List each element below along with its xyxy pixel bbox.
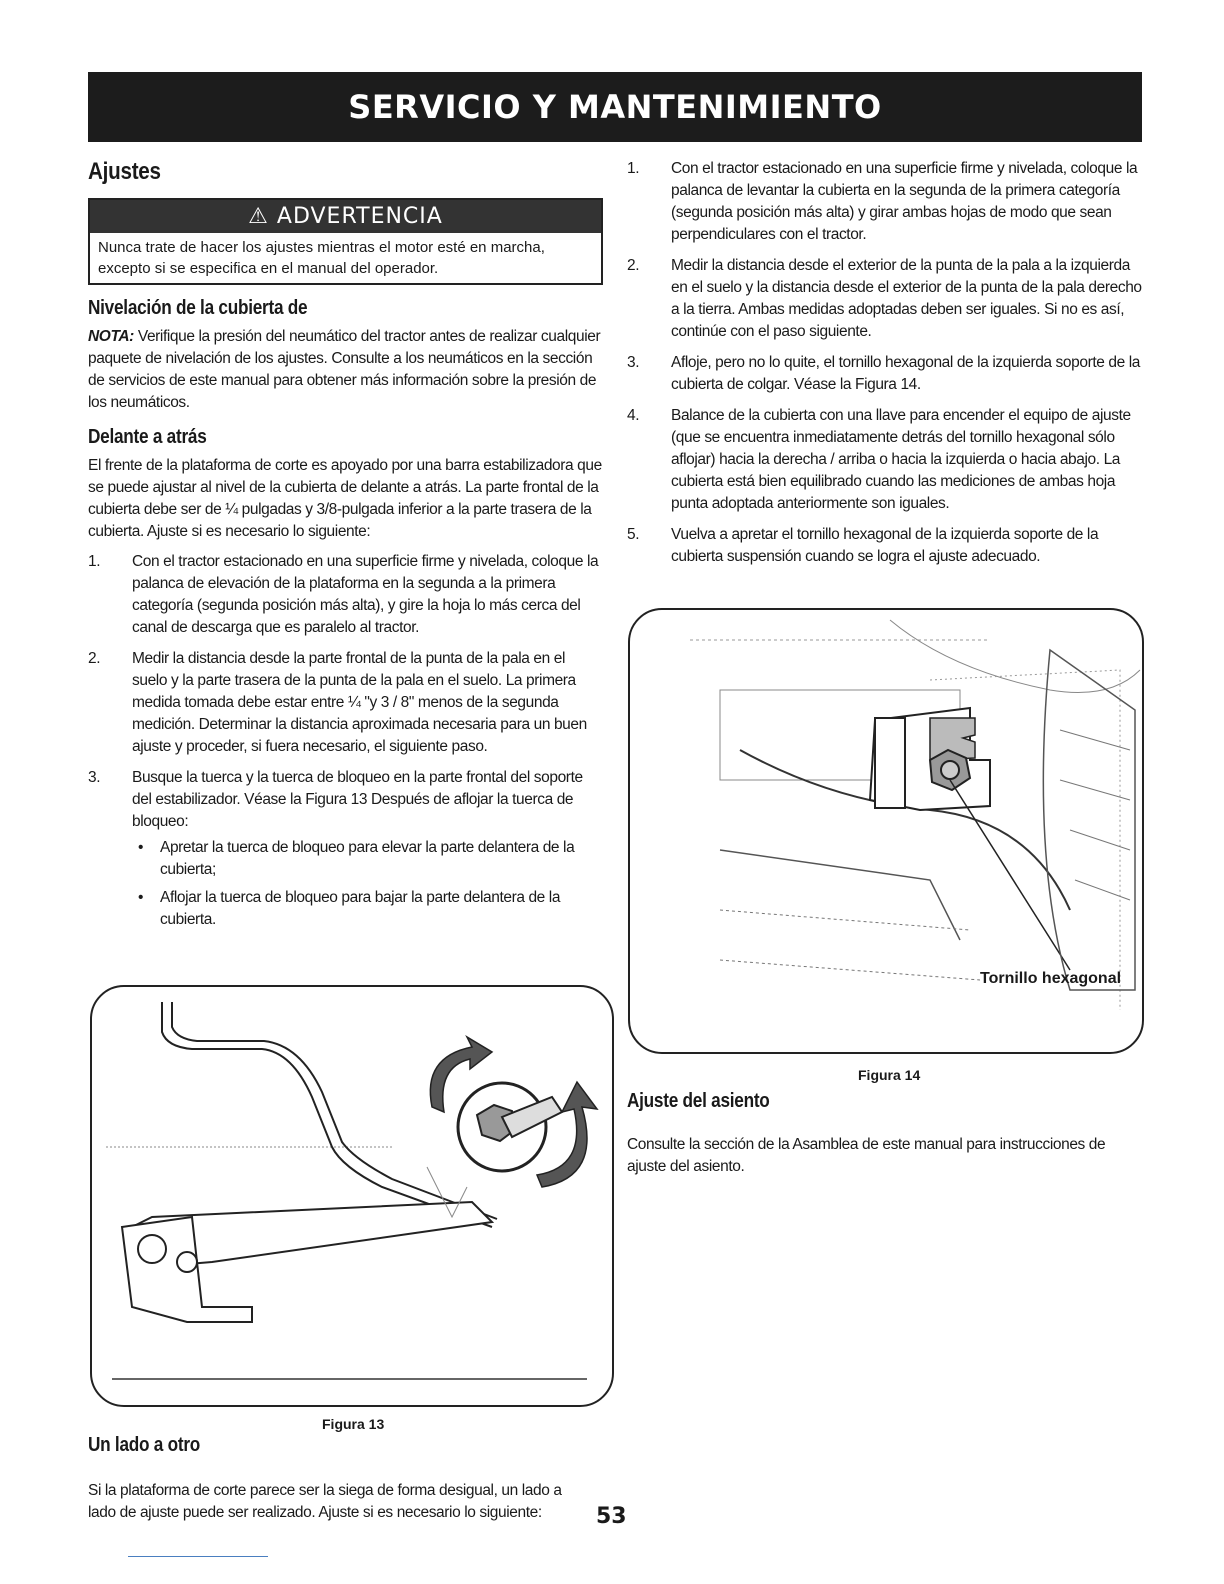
step-text: Medir la distancia desde la parte frontal de la punta de la pala en el suelo y la parte trasera de la punta de la pala en el suelo. La primera medida tomada debe estar entre ¼ "y 3 / 8" menos de la segunda medición. Determinar la distancia aproximada necesaria para un buen ajuste y proceder, si fuera necesario, el siguiente paso. [132,650,587,755]
figure-13-caption: Figura 13 [322,1416,385,1432]
step-text: Vuelva a apretar el tornillo hexagonal de la izquierda soporte de la cubierta suspensión cuando se logra el ajuste adecuado. [671,526,1099,565]
sub-bullets [132,837,603,931]
step-number: 3. [627,354,640,371]
step-number: 4. [627,407,640,424]
step-number: 2. [88,650,101,667]
side-title: Un lado a otro [88,1434,201,1456]
step-number: 2. [627,257,640,274]
note-label: NOTA: [88,328,134,345]
page-number: 53 [596,1504,627,1529]
list-item [88,767,603,931]
left-column [88,150,603,940]
side-text: Si la plataforma de corte parece ser la siega de forma desigual, un lado a lado de ajuste puede ser realizado. Ajuste si es necesario lo siguiente: [88,1482,562,1521]
step-number: 3. [88,769,101,786]
front-back-steps [88,551,603,931]
hex-bolt-label: Tornillo hexagonal [980,970,1122,987]
warning-text: Nunca trate de hacer los ajustes mientras el motor esté en marcha, excepto si se especifica en el manual del operador. [98,239,545,277]
stabilizer-illustration [92,987,612,1405]
figure-14-caption: Figura 14 [858,1067,921,1083]
seat-title: Ajuste del asiento [627,1090,770,1112]
warning-box [88,198,603,285]
list-item [627,158,1142,246]
figure-14 [628,608,1144,1054]
warning-header [90,200,601,233]
warning-label: ADVERTENCIA [276,204,443,229]
list-item [627,405,1142,515]
step-text: Afloje, pero no lo quite, el tornillo hexagonal de la izquierda soporte de la cubierta de colgar. Véase la Figura 14. [671,354,1140,393]
note-text: Verifique la presión del neumático del tractor antes de realizar cualquier paquete de nivelación de los ajustes. Consulte a los neumáticos en la sección de servicios de este manual para obtener más información sobre la presión de los neumáticos. [88,328,601,411]
front-back-intro: El frente de la plataforma de corte es apoyado por una barra estabilizadora que se puede ajustar al nivel de la cubierta de delante a atrás. La parte frontal de la cubierta debe ser de ¼ pulgadas y 3/8-pulgada inferior a la parte trasera de la cubierta. Ajuste si es necesario lo siguiente: [88,457,602,540]
step-text: Medir la distancia desde el exterior de la punta de la pala a la izquierda en el suelo y la distancia desde el exterior de la punta de la pala derecho a la tierra. Ambas medidas adoptadas deben ser iguales. Si no es así, continúe con el paso siguiente. [671,257,1142,340]
list-item [627,255,1142,343]
step-number: 1. [627,160,640,177]
step-text: Con el tractor estacionado en una superficie firme y nivelada, coloque la palanca de levantar la cubierta en la segunda de la primera categoría (segunda posición más alta) y girar ambas hojas de modo que sean perpendiculares con el tractor. [671,160,1138,243]
step-text: Balance de la cubierta con una llave para encender el equipo de ajuste (que se encuentra inmediatamente detrás del tornillo hexagonal sólo aflojar) hacia la derecha / arriba o hacia la izquierda o hacia abajo. La cubierta está bien equilibrado cuando las mediciones de ambas hoja punta adoptada anteriormente son iguales. [671,407,1131,512]
side-steps [627,158,1142,568]
step-number: 1. [88,553,101,570]
right-column [627,150,1142,577]
section-banner: SERVICIO Y MANTENIMIENTO [88,72,1142,142]
list-item [627,352,1142,396]
front-back-title: Delante a atrás [88,426,207,448]
leveling-title: Nivelación de la cubierta de [88,297,308,319]
figure-13 [90,985,614,1407]
list-item [88,551,603,639]
step-number: 5. [627,526,640,543]
list-item [627,524,1142,568]
warning-triangle-icon: ⚠ [248,204,269,229]
section-title: Ajustes [88,158,161,185]
seat-text: Consulte la sección de la Asamblea de este manual para instrucciones de ajuste del asiento. [627,1136,1106,1175]
list-item [88,648,603,758]
bullet-item: • Apretar la tuerca de bloqueo para elevar la parte delantera de la cubierta; [132,837,603,881]
bullet-item: • Aflojar la tuerca de bloqueo para bajar la parte delantera de la cubierta. [132,887,603,931]
step-text: Con el tractor estacionado en una superficie firme y nivelada, coloque la palanca de elevación de la plataforma en la segunda a la primera categoría (segunda posición más alta), y gire la hoja lo más cerca del canal de descarga que es paralelo al tractor. [132,553,599,636]
footer-divider [128,1556,268,1557]
note-paragraph [88,326,603,414]
step-text: Busque la tuerca y la tuerca de bloqueo en la parte frontal del soporte del estabilizador. Véase la Figura 13 Después de aflojar la tuerca de bloqueo: [132,769,583,830]
